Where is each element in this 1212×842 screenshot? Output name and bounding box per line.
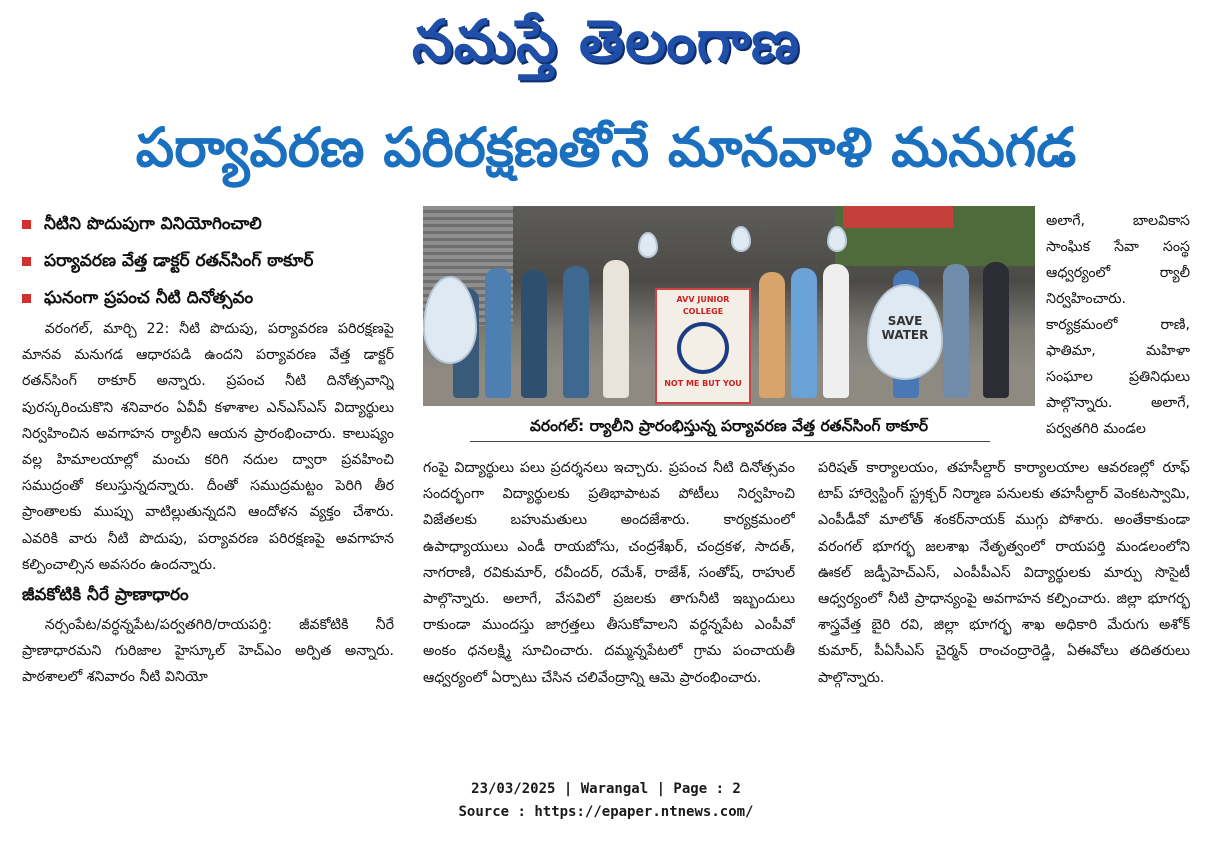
bullet-text: పర్యావరణ వేత్త డాక్టర్ రతన్‌సింగ్ ఠాకూర్ bbox=[44, 251, 314, 271]
person-figure bbox=[759, 272, 785, 398]
caption-divider bbox=[470, 441, 990, 442]
water-drop-sign bbox=[638, 232, 658, 258]
body-paragraph: వరంగల్, మార్చి 22: నీటి పొదుపు, పర్యావరణ పరిరక్షణపై మానవ మనుగడ ఆధారపడి ఉందని పర్యావరణ వేత్త డాక్టర్ రతన్‌సింగ్ ఠాకూర్ అన్నారు. ప్రపంచ నీటి దినోత్సవాన్ని పురస్కరించుకొని శనివారం ఏవీవీ కళాశాల ఎన్ఎస్ఎస్ విద్యార్థులు నిర్వహించిన అవగాహన ర్యాలీని ఆయన ప్రారంభించారు. కాలుష్యం వల్ల హిమాలయాల్లో మంచు కరిగి నదుల ద్వారా ప్రవహించి సముద్రంతో కలుస్తున్నదన్నారు. దీంతో సముద్రమట్టం పెరిగి తీర ప్రాంతాలకు ముప్పు వాటిల్లుతున్నదని ఆందోళన వ్యక్తం చేశారు. ఎవరికి వారు నీటి పొదుపు, పర్యావరణ పరిరక్షణపై అవగాహన కల్పించాల్సిన అవసరం ఉందన్నారు. bbox=[22, 321, 394, 573]
body-paragraph: గంపై విద్యార్థులు పలు ప్రదర్శనలు ఇచ్చారు. ప్రపంచ నీటి దినోత్సవం సందర్భంగా విద్యార్థులకు ప్రతిభాపాటవ పోటీలు నిర్వహించి విజేతలకు బహుమతులు అందజేశారు. కార్యక్రమంలో ఉపాధ్యాయులు ఎండీ రాయబోసు, చంద్రశేఖర్, చంద్రకళ, సాదత్, నాగరాణి, రవికుమార్, రవీందర్, రమేశ్, రాజేశ్, సంతోష్, రాహుల్ పాల్గొన్నారు. అలాగే, వేసవిలో ప్రజలకు తాగునీటి ఇబ్బందులు రాకుండా ముందస్తు జాగ్రత్తలు తీసుకోవాలని వర్ధన్నపేట ఎంపీవో అంకం ధనలక్ష్మి సూచించారు. దమ్మన్నపేటలో గ్రామ పంచాయతీ ఆధ్వర్యంలో ఏర్పాటు చేసిన చలివేంద్రాన్ని ఆమె ప్రారంభించారు. bbox=[423, 460, 795, 686]
person-figure bbox=[563, 266, 589, 398]
bullet-item bbox=[18, 206, 408, 243]
banner-title: AVV JUNIOR COLLEGE bbox=[676, 295, 730, 316]
rally-photo bbox=[423, 206, 1035, 406]
article-column-1 bbox=[22, 316, 394, 766]
subheading: జీవకోటికి నీరే ప్రాణాధారం bbox=[22, 585, 189, 606]
bullet-item bbox=[18, 243, 408, 280]
water-drop-sign bbox=[827, 226, 847, 252]
article-column-4 bbox=[1046, 208, 1190, 448]
water-drop-sign bbox=[731, 226, 751, 252]
water-drop-sign bbox=[867, 284, 943, 380]
highlight-bullets bbox=[18, 206, 408, 317]
bullet-item bbox=[18, 280, 408, 317]
banner-motto: NOT ME BUT YOU bbox=[664, 379, 742, 388]
footer-source[interactable]: Source : https://epaper.ntnews.com/ bbox=[458, 804, 754, 820]
nss-seal-icon bbox=[677, 322, 729, 374]
college-banner bbox=[655, 288, 751, 404]
bullet-square-icon bbox=[22, 294, 31, 303]
article-headline: పర్యావరణ పరిరక్షణతోనే మానవాళి మనుగడ bbox=[135, 116, 1077, 179]
article-column-3 bbox=[818, 455, 1190, 755]
person-figure bbox=[603, 260, 629, 398]
body-paragraph: పరిషత్ కార్యాలయం, తహసీల్దార్ కార్యాలయాల ఆవరణల్లో రూఫ్ టాప్ హార్వెస్టింగ్ స్ట్రక్చర్ నిర్మాణ పనులకు తహసీల్దార్ వెంకటస్వామి, ఎంపీడీవో మాలోత్ శంకర్‌నాయక్ ముగ్గు పోశారు. అంతేకాకుండా వరంగల్ భూగర్భ జలశాఖ నేతృత్వంలో రాయపర్తి మండలంలోని ఊకల్ జడ్పీహెచ్ఎస్, ఎంపీపీఎస్ విద్యార్థులకు మార్పు సొసైటీ ఆధ్వర్యంలో నీటి ప్రాధాన్యంపై అవగాహన కల్పించారు. జిల్లా భూగర్భ శాస్త్రవేత్త బైరి రవి, జిల్లా భూగర్భ శాఖ అధికారి మేరుగు అశోక్ కుమార్, పీఏసీఎస్ చైర్మన్ రాంచంద్రారెడ్డి, ఏఈవోలు తదితరులు పాల్గొన్నారు. bbox=[818, 460, 1190, 686]
body-paragraph: నర్సంపేట/వర్ధన్నపేట/పర్వతగిరి/రాయపర్తి: జీవకోటికి నీరే ప్రాణాధారమని గురిజాల హైస్కూల్ హెచ్ఎం అర్పిత అన్నారు. పాఠశాలలో శనివారం నీటి వినియో bbox=[22, 617, 394, 686]
bullet-square-icon bbox=[22, 257, 31, 266]
footer-date-edition: 23/03/2025 | Warangal | Page : 2 bbox=[471, 781, 741, 797]
person-figure bbox=[485, 268, 511, 398]
newspaper-masthead: నమస్తే తెలంగాణ bbox=[412, 7, 800, 75]
person-figure bbox=[791, 268, 817, 398]
bullet-text: నీటిని పొదుపుగా వినియోగించాలి bbox=[44, 214, 262, 234]
photo-shop-sign bbox=[843, 206, 953, 228]
body-paragraph: అలాగే, బాలవికాస సాంఘిక సేవా సంస్థ ఆధ్వర్యంలో ర్యాలీ నిర్వహించారు. కార్యక్రమంలో రాణి, ఫాతిమా, మహిళా సంఘాల ప్రతినిధులు పాల్గొన్నారు. అలాగే, పర్వతగిరి మండల bbox=[1046, 213, 1190, 437]
article-column-2 bbox=[423, 455, 795, 755]
person-figure bbox=[983, 262, 1009, 398]
bullet-square-icon bbox=[22, 220, 31, 229]
person-figure bbox=[823, 264, 849, 398]
photo-caption: వరంగల్: ర్యాలీని ప్రారంభిస్తున్న పర్యావరణ వేత్త రతన్‌సింగ్ ఠాకూర్ bbox=[529, 417, 929, 435]
bullet-text: ఘనంగా ప్రపంచ నీటి దినోత్సవం bbox=[44, 288, 254, 308]
page-footer bbox=[0, 778, 1212, 824]
sign-text: SAVE WATER bbox=[881, 314, 929, 342]
person-figure bbox=[521, 270, 547, 398]
person-figure bbox=[943, 264, 969, 398]
